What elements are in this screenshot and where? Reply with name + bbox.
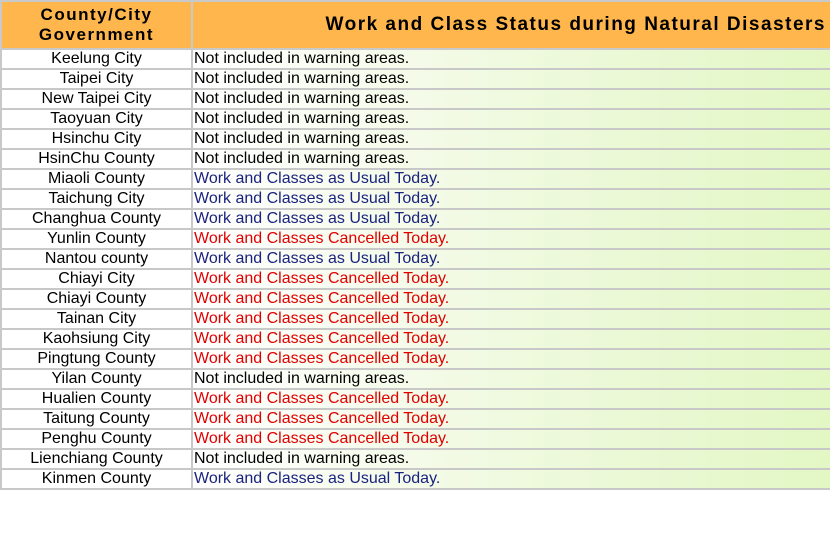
county-name-cell: Taoyuan City (1, 109, 192, 129)
county-name-cell: Taitung County (1, 409, 192, 429)
table-row (1, 49, 830, 69)
table-row (1, 329, 830, 349)
table-row (1, 249, 830, 269)
county-name-cell: New Taipei City (1, 89, 192, 109)
county-name-cell: Yunlin County (1, 229, 192, 249)
table-row (1, 209, 830, 229)
county-column-header (1, 1, 192, 49)
status-cell (192, 169, 830, 189)
status-cell (192, 329, 830, 349)
status-cell (192, 469, 830, 489)
county-name-cell: Chiayi County (1, 289, 192, 309)
status-cancel-text: Work and Classes Cancelled Today. (194, 410, 450, 427)
table-row (1, 269, 830, 289)
status-cancel-text: Work and Classes Cancelled Today. (194, 290, 450, 307)
status-usual-text: Work and Classes as Usual Today. (194, 250, 441, 267)
county-header-line1: County/City (40, 5, 153, 24)
county-header-line2: Government (38, 25, 155, 44)
county-name-cell: Changhua County (1, 209, 192, 229)
status-usual-text: Work and Classes as Usual Today. (194, 190, 441, 207)
status-cell (192, 109, 830, 129)
county-name-cell: Kinmen County (1, 469, 192, 489)
status-cell (192, 349, 830, 369)
table-row (1, 389, 830, 409)
table-row (1, 449, 830, 469)
status-cancel-text: Work and Classes Cancelled Today. (194, 310, 450, 327)
status-cell (192, 369, 830, 389)
status-cell (192, 309, 830, 329)
status-cell (192, 89, 830, 109)
status-none-text: Not included in warning areas. (194, 130, 410, 147)
status-cell (192, 389, 830, 409)
status-none-text: Not included in warning areas. (194, 450, 410, 467)
table-row (1, 309, 830, 329)
status-cell (192, 229, 830, 249)
status-cell (192, 129, 830, 149)
county-name-cell: Chiayi City (1, 269, 192, 289)
status-cancel-text: Work and Classes Cancelled Today. (194, 430, 450, 447)
table-body (1, 49, 830, 489)
table-row (1, 229, 830, 249)
county-name-cell: Tainan City (1, 309, 192, 329)
table-header (1, 1, 830, 49)
status-cancel-text: Work and Classes Cancelled Today. (194, 330, 450, 347)
status-cell (192, 429, 830, 449)
table-row (1, 369, 830, 389)
county-name-cell: Taipei City (1, 69, 192, 89)
status-cell (192, 209, 830, 229)
status-cell (192, 249, 830, 269)
table-row (1, 169, 830, 189)
status-none-text: Not included in warning areas. (194, 110, 410, 127)
status-usual-text: Work and Classes as Usual Today. (194, 170, 441, 187)
county-name-cell: Taichung City (1, 189, 192, 209)
table-row (1, 129, 830, 149)
county-name-cell: HsinChu County (1, 149, 192, 169)
header-row (1, 1, 830, 49)
status-none-text: Not included in warning areas. (194, 50, 410, 67)
table-row (1, 69, 830, 89)
status-none-text: Not included in warning areas. (194, 70, 410, 87)
status-cancel-text: Work and Classes Cancelled Today. (194, 390, 450, 407)
county-name-cell: Hsinchu City (1, 129, 192, 149)
status-none-text: Not included in warning areas. (194, 150, 410, 167)
table-row (1, 349, 830, 369)
status-cancel-text: Work and Classes Cancelled Today. (194, 270, 450, 287)
table-row (1, 109, 830, 129)
status-cell (192, 49, 830, 69)
status-cell (192, 289, 830, 309)
status-cancel-text: Work and Classes Cancelled Today. (194, 230, 450, 247)
status-cell (192, 269, 830, 289)
status-cancel-text: Work and Classes Cancelled Today. (194, 350, 450, 367)
status-cell (192, 149, 830, 169)
status-cell (192, 409, 830, 429)
status-usual-text: Work and Classes as Usual Today. (194, 470, 441, 487)
county-name-cell: Pingtung County (1, 349, 192, 369)
county-name-cell: Yilan County (1, 369, 192, 389)
table-row (1, 149, 830, 169)
status-none-text: Not included in warning areas. (194, 90, 410, 107)
table-row (1, 189, 830, 209)
county-name-cell: Keelung City (1, 49, 192, 69)
table-row (1, 409, 830, 429)
county-name-cell: Miaoli County (1, 169, 192, 189)
table-row (1, 289, 830, 309)
status-cell (192, 449, 830, 469)
county-name-cell: Lienchiang County (1, 449, 192, 469)
status-none-text: Not included in warning areas. (194, 370, 410, 387)
table-row (1, 469, 830, 489)
county-name-cell: Nantou county (1, 249, 192, 269)
county-name-cell: Penghu County (1, 429, 192, 449)
status-column-header: Work and Class Status during Natural Disasters (192, 1, 830, 49)
status-cell (192, 189, 830, 209)
table-row (1, 429, 830, 449)
status-usual-text: Work and Classes as Usual Today. (194, 210, 441, 227)
county-name-cell: Kaohsiung City (1, 329, 192, 349)
status-cell (192, 69, 830, 89)
table-row (1, 89, 830, 109)
county-name-cell: Hualien County (1, 389, 192, 409)
